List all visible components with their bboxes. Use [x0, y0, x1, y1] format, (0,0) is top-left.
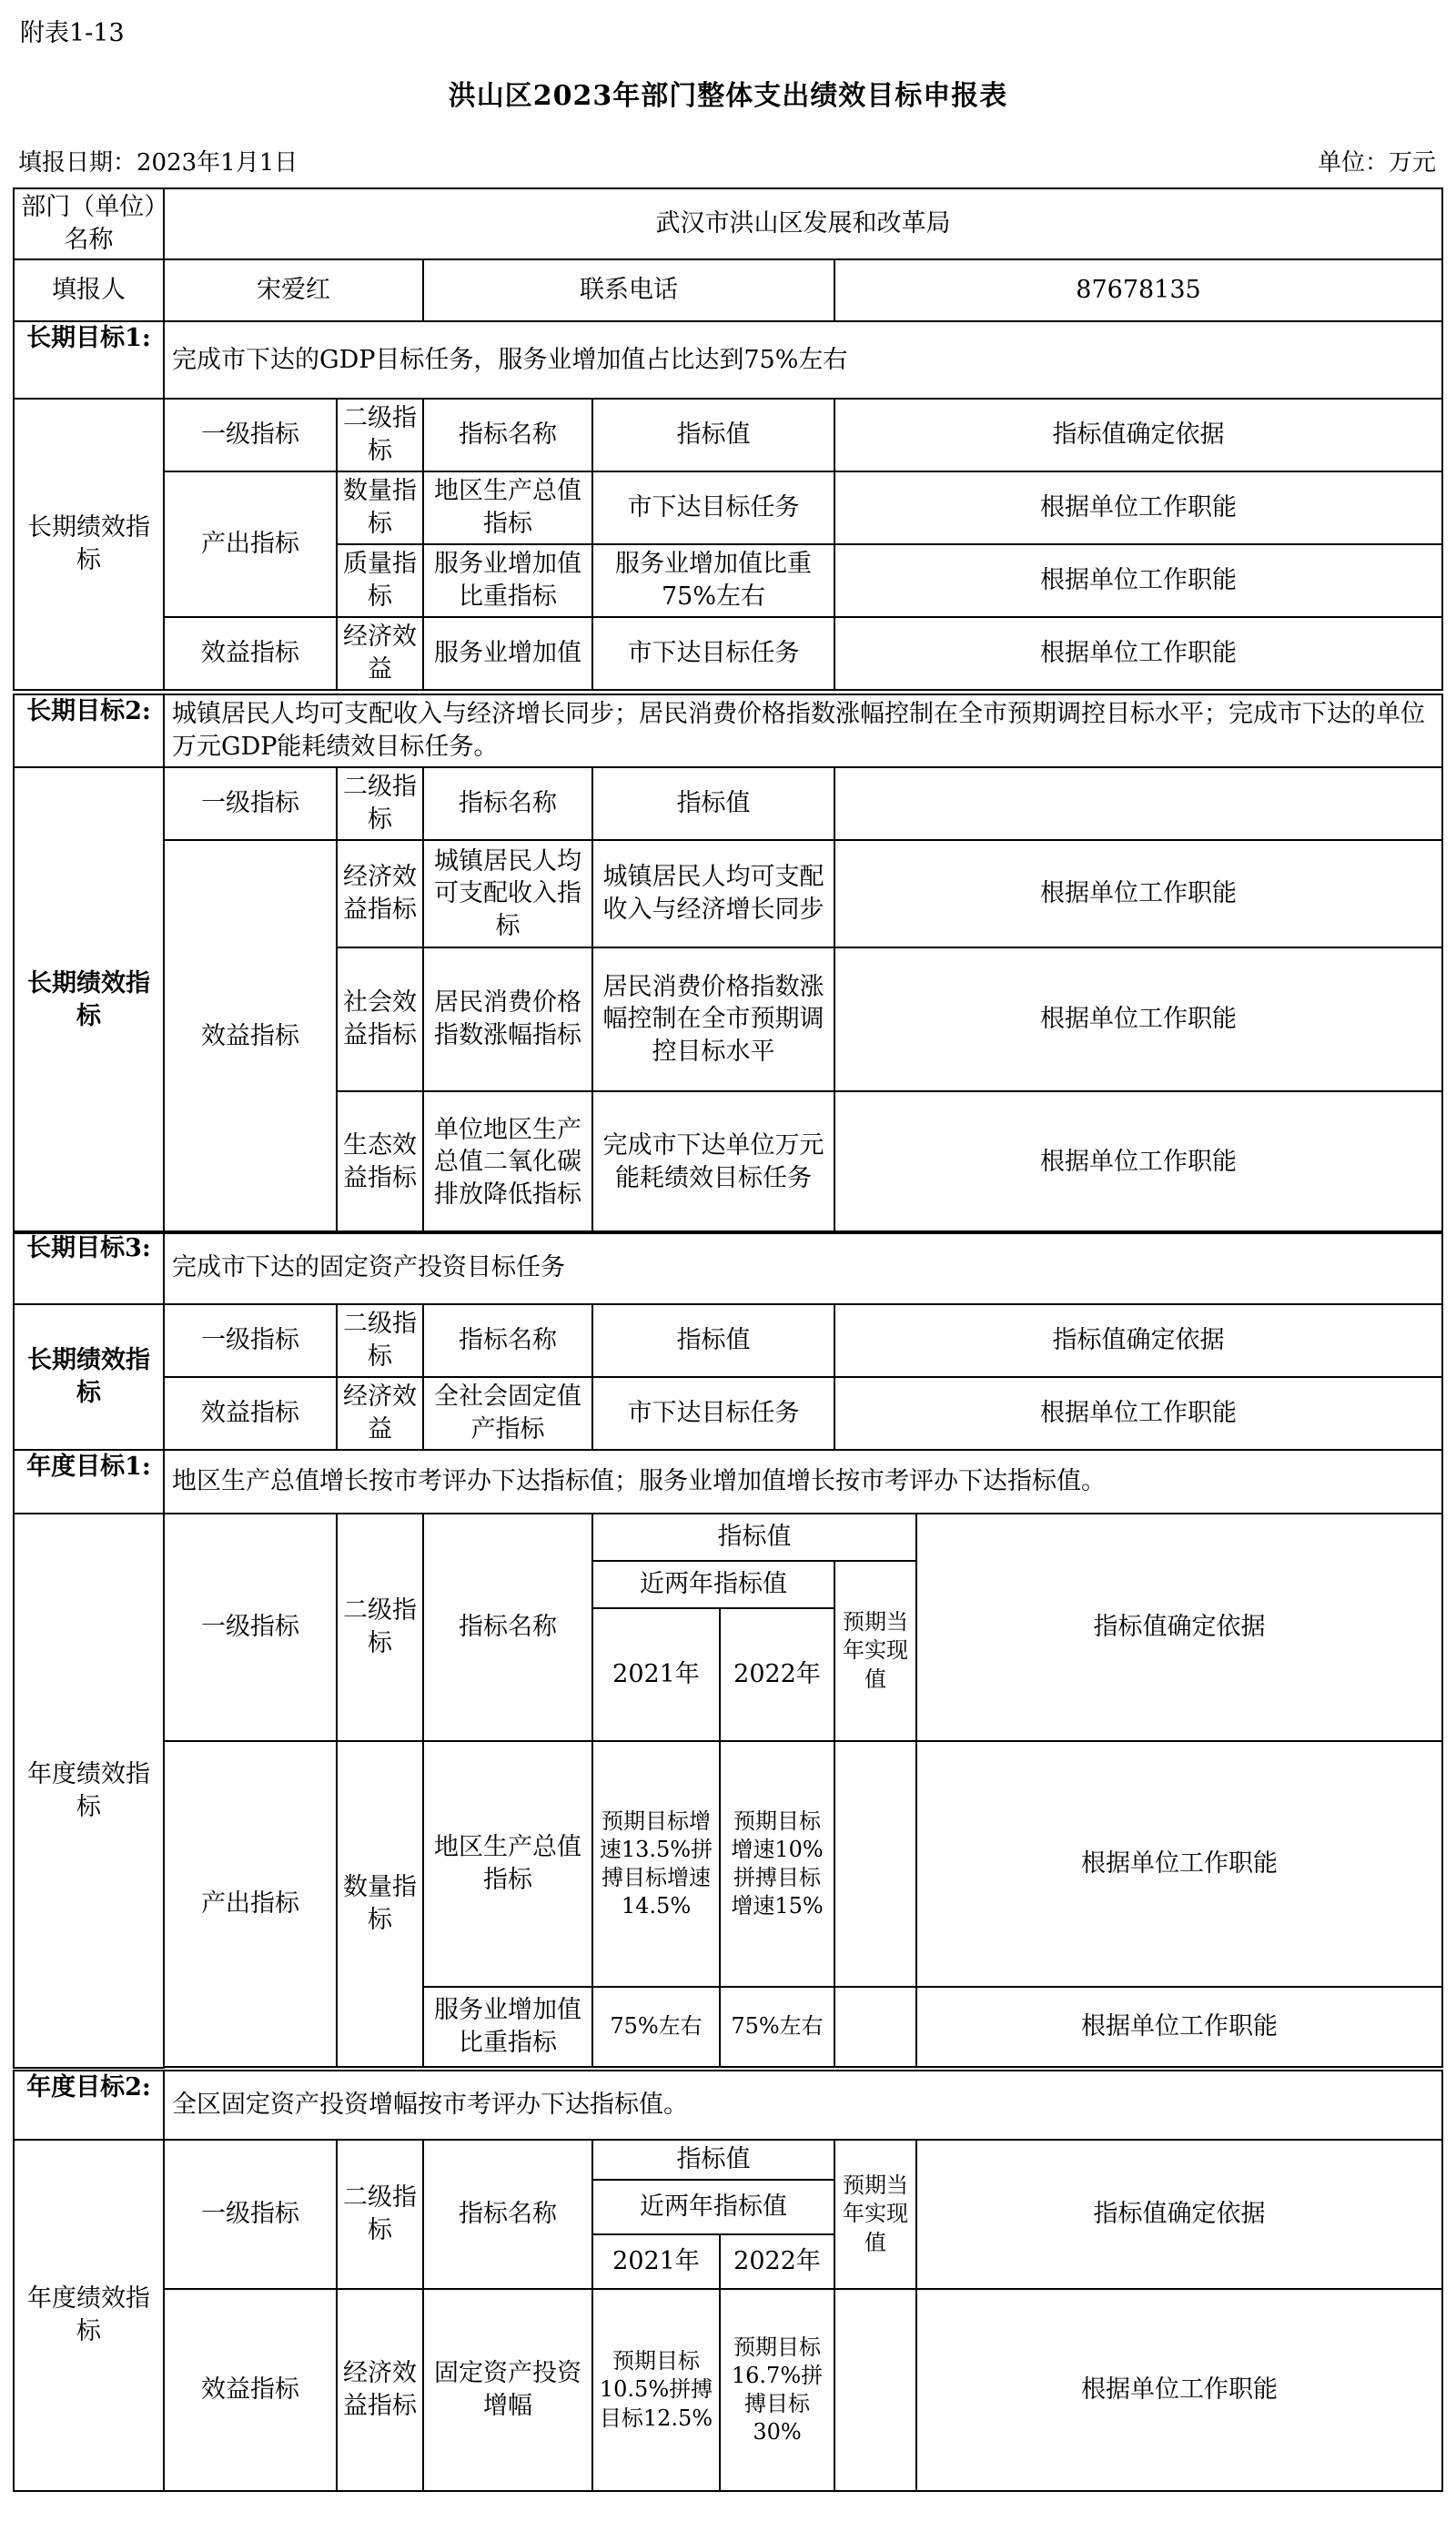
long-term-goal-1-label: 长期目标1:	[14, 321, 164, 399]
col-name: 指标名称	[423, 1514, 592, 1741]
phone-value: 87678135	[834, 259, 1442, 321]
value-2022: 预期目标增速10%拼搏目标增速15%	[720, 1741, 834, 1987]
col-value: 指标值	[592, 1304, 834, 1377]
indicator-name: 全社会固定值产指标	[423, 1377, 592, 1450]
basis-cell: 根据单位工作职能	[916, 2289, 1442, 2491]
level1-cell: 效益指标	[164, 617, 337, 690]
perf-label: 长期绩效指标	[14, 767, 164, 1233]
col-level1: 一级指标	[164, 1304, 337, 1377]
indicator-name: 单位地区生产总值二氧化碳排放降低指标	[423, 1091, 592, 1233]
perf-label: 年度绩效指标	[14, 1514, 164, 2068]
indicator-value: 市下达目标任务	[592, 471, 834, 544]
indicator-value: 完成市下达单位万元能耗绩效目标任务	[592, 1091, 834, 1233]
col-2022: 2022年	[720, 2234, 834, 2289]
annual-goal-1-text: 地区生产总值增长按市考评办下达指标值；服务业增加值增长按市考评办下达指标值。	[164, 1450, 1442, 1514]
col-level1: 一级指标	[164, 1514, 337, 1741]
level2-cell: 经济效益	[337, 1377, 423, 1450]
basis-cell: 根据单位工作职能	[916, 1987, 1442, 2067]
col-recent: 近两年指标值	[592, 2180, 834, 2234]
col-2021: 2021年	[592, 1608, 720, 1741]
col-basis: 指标值确定依据	[916, 2140, 1442, 2289]
basis-cell: 根据单位工作职能	[916, 1741, 1442, 1987]
table-long-term-goal-2	[13, 694, 1443, 1234]
basis-cell: 根据单位工作职能	[834, 840, 1442, 947]
col-level2: 二级指标	[337, 399, 423, 471]
basis-cell: 根据单位工作职能	[834, 947, 1442, 1091]
perf-label: 年度绩效指标	[14, 2140, 164, 2491]
level1-cell: 效益指标	[164, 2289, 337, 2491]
page-title: 洪山区2023年部门整体支出绩效目标申报表	[448, 80, 1008, 112]
col-expected: 预期当年实现值	[834, 2140, 916, 2289]
indicator-value: 服务业增加值比重75%左右	[592, 544, 834, 617]
col-name: 指标名称	[423, 399, 592, 471]
col-recent: 近两年指标值	[592, 1561, 834, 1608]
col-basis: 指标值确定依据	[834, 1304, 1442, 1377]
level1-cell: 产出指标	[164, 471, 337, 617]
col-level2: 二级指标	[337, 2140, 423, 2289]
indicator-value: 市下达目标任务	[592, 1377, 834, 1450]
expected-value	[834, 1741, 916, 1987]
col-2022: 2022年	[720, 1608, 834, 1741]
table-long-term-goal-3	[13, 1230, 1443, 1451]
indicator-value: 市下达目标任务	[592, 617, 834, 690]
filler-label: 填报人	[14, 259, 164, 321]
indicator-name: 居民消费价格指数涨幅指标	[423, 947, 592, 1091]
value-2021: 75%左右	[592, 1987, 720, 2067]
long-term-goal-3-label: 长期目标3:	[14, 1231, 164, 1304]
level1-cell: 产出指标	[164, 1741, 337, 2067]
expected-value	[834, 1987, 916, 2067]
col-value: 指标值	[592, 2140, 834, 2180]
col-basis-empty	[834, 767, 1442, 840]
table-annual-goal-2	[13, 2070, 1443, 2492]
basis-cell: 根据单位工作职能	[834, 617, 1442, 690]
col-value: 指标值	[592, 1514, 916, 1561]
level1-cell: 效益指标	[164, 840, 337, 1233]
fill-date: 填报日期：2023年1月1日	[18, 149, 298, 177]
attachment-label: 附表1-13	[20, 19, 125, 47]
indicator-value: 居民消费价格指数涨幅控制在全市预期调控目标水平	[592, 947, 834, 1091]
indicator-name: 服务业增加值比重指标	[423, 1987, 592, 2067]
level2-cell: 经济效益指标	[337, 840, 423, 947]
value-2022: 预期目标16.7%拼搏目标30%	[720, 2289, 834, 2491]
col-basis: 指标值确定依据	[916, 1514, 1442, 1741]
level2-cell: 经济效益指标	[337, 2289, 423, 2491]
annual-goal-2-label: 年度目标2:	[14, 2071, 164, 2140]
filler-value: 宋爱红	[164, 259, 423, 321]
long-term-goal-3-text: 完成市下达的固定资产投资目标任务	[164, 1231, 1442, 1304]
annual-goal-2-text: 全区固定资产投资增幅按市考评办下达指标值。	[164, 2071, 1442, 2140]
level2-cell: 数量指标	[337, 471, 423, 544]
indicator-name: 地区生产总值指标	[423, 1741, 592, 1987]
level1-cell: 效益指标	[164, 1377, 337, 1450]
indicator-name: 服务业增加值比重指标	[423, 544, 592, 617]
col-name: 指标名称	[423, 1304, 592, 1377]
level2-cell: 生态效益指标	[337, 1091, 423, 1233]
annual-goal-1-label: 年度目标1:	[14, 1450, 164, 1514]
col-level1: 一级指标	[164, 2140, 337, 2289]
col-level1: 一级指标	[164, 399, 337, 471]
col-level2: 二级指标	[337, 1304, 423, 1377]
col-basis: 指标值确定依据	[834, 399, 1442, 471]
level2-cell: 社会效益指标	[337, 947, 423, 1091]
dept-name-label: 部门（单位）名称	[14, 188, 164, 259]
col-name: 指标名称	[423, 767, 592, 840]
long-term-goal-2-label: 长期目标2:	[14, 694, 164, 767]
col-2021: 2021年	[592, 2234, 720, 2289]
long-term-goal-1-text: 完成市下达的GDP目标任务，服务业增加值占比达到75%左右	[164, 321, 1442, 399]
dept-name-value: 武汉市洪山区发展和改革局	[164, 188, 1442, 259]
basis-cell: 根据单位工作职能	[834, 1091, 1442, 1233]
col-level2: 二级指标	[337, 1514, 423, 1741]
indicator-name: 服务业增加值	[423, 617, 592, 690]
basis-cell: 根据单位工作职能	[834, 544, 1442, 617]
table-long-term-goal-1	[13, 187, 1443, 691]
table-annual-goal-1	[13, 1449, 1443, 2069]
level2-cell: 质量指标	[337, 544, 423, 617]
basis-cell: 根据单位工作职能	[834, 471, 1442, 544]
value-2021: 预期目标10.5%拼搏目标12.5%	[592, 2289, 720, 2491]
expected-value	[834, 2289, 916, 2491]
unit-label: 单位：万元	[1317, 149, 1436, 177]
col-level1: 一级指标	[164, 767, 337, 840]
long-term-goal-2-text: 城镇居民人均可支配收入与经济增长同步；居民消费价格指数涨幅控制在全市预期调控目标水平；完成市下达的单位万元GDP能耗绩效目标任务。	[164, 694, 1442, 767]
indicator-value: 城镇居民人均可支配收入与经济增长同步	[592, 840, 834, 947]
col-expected: 预期当年实现值	[834, 1561, 916, 1741]
phone-label: 联系电话	[423, 259, 834, 321]
value-2021: 预期目标增速13.5%拼搏目标增速14.5%	[592, 1741, 720, 1987]
col-value: 指标值	[592, 767, 834, 840]
indicator-name: 城镇居民人均可支配收入指标	[423, 840, 592, 947]
indicator-name: 地区生产总值指标	[423, 471, 592, 544]
col-level2: 二级指标	[337, 767, 423, 840]
level2-cell: 经济效益	[337, 617, 423, 690]
col-value: 指标值	[592, 399, 834, 471]
level2-cell: 数量指标	[337, 1741, 423, 2067]
indicator-name: 固定资产投资增幅	[423, 2289, 592, 2491]
value-2022: 75%左右	[720, 1987, 834, 2067]
col-name: 指标名称	[423, 2140, 592, 2289]
basis-cell: 根据单位工作职能	[834, 1377, 1442, 1450]
perf-label: 长期绩效指标	[14, 399, 164, 690]
perf-label: 长期绩效指标	[14, 1304, 164, 1450]
